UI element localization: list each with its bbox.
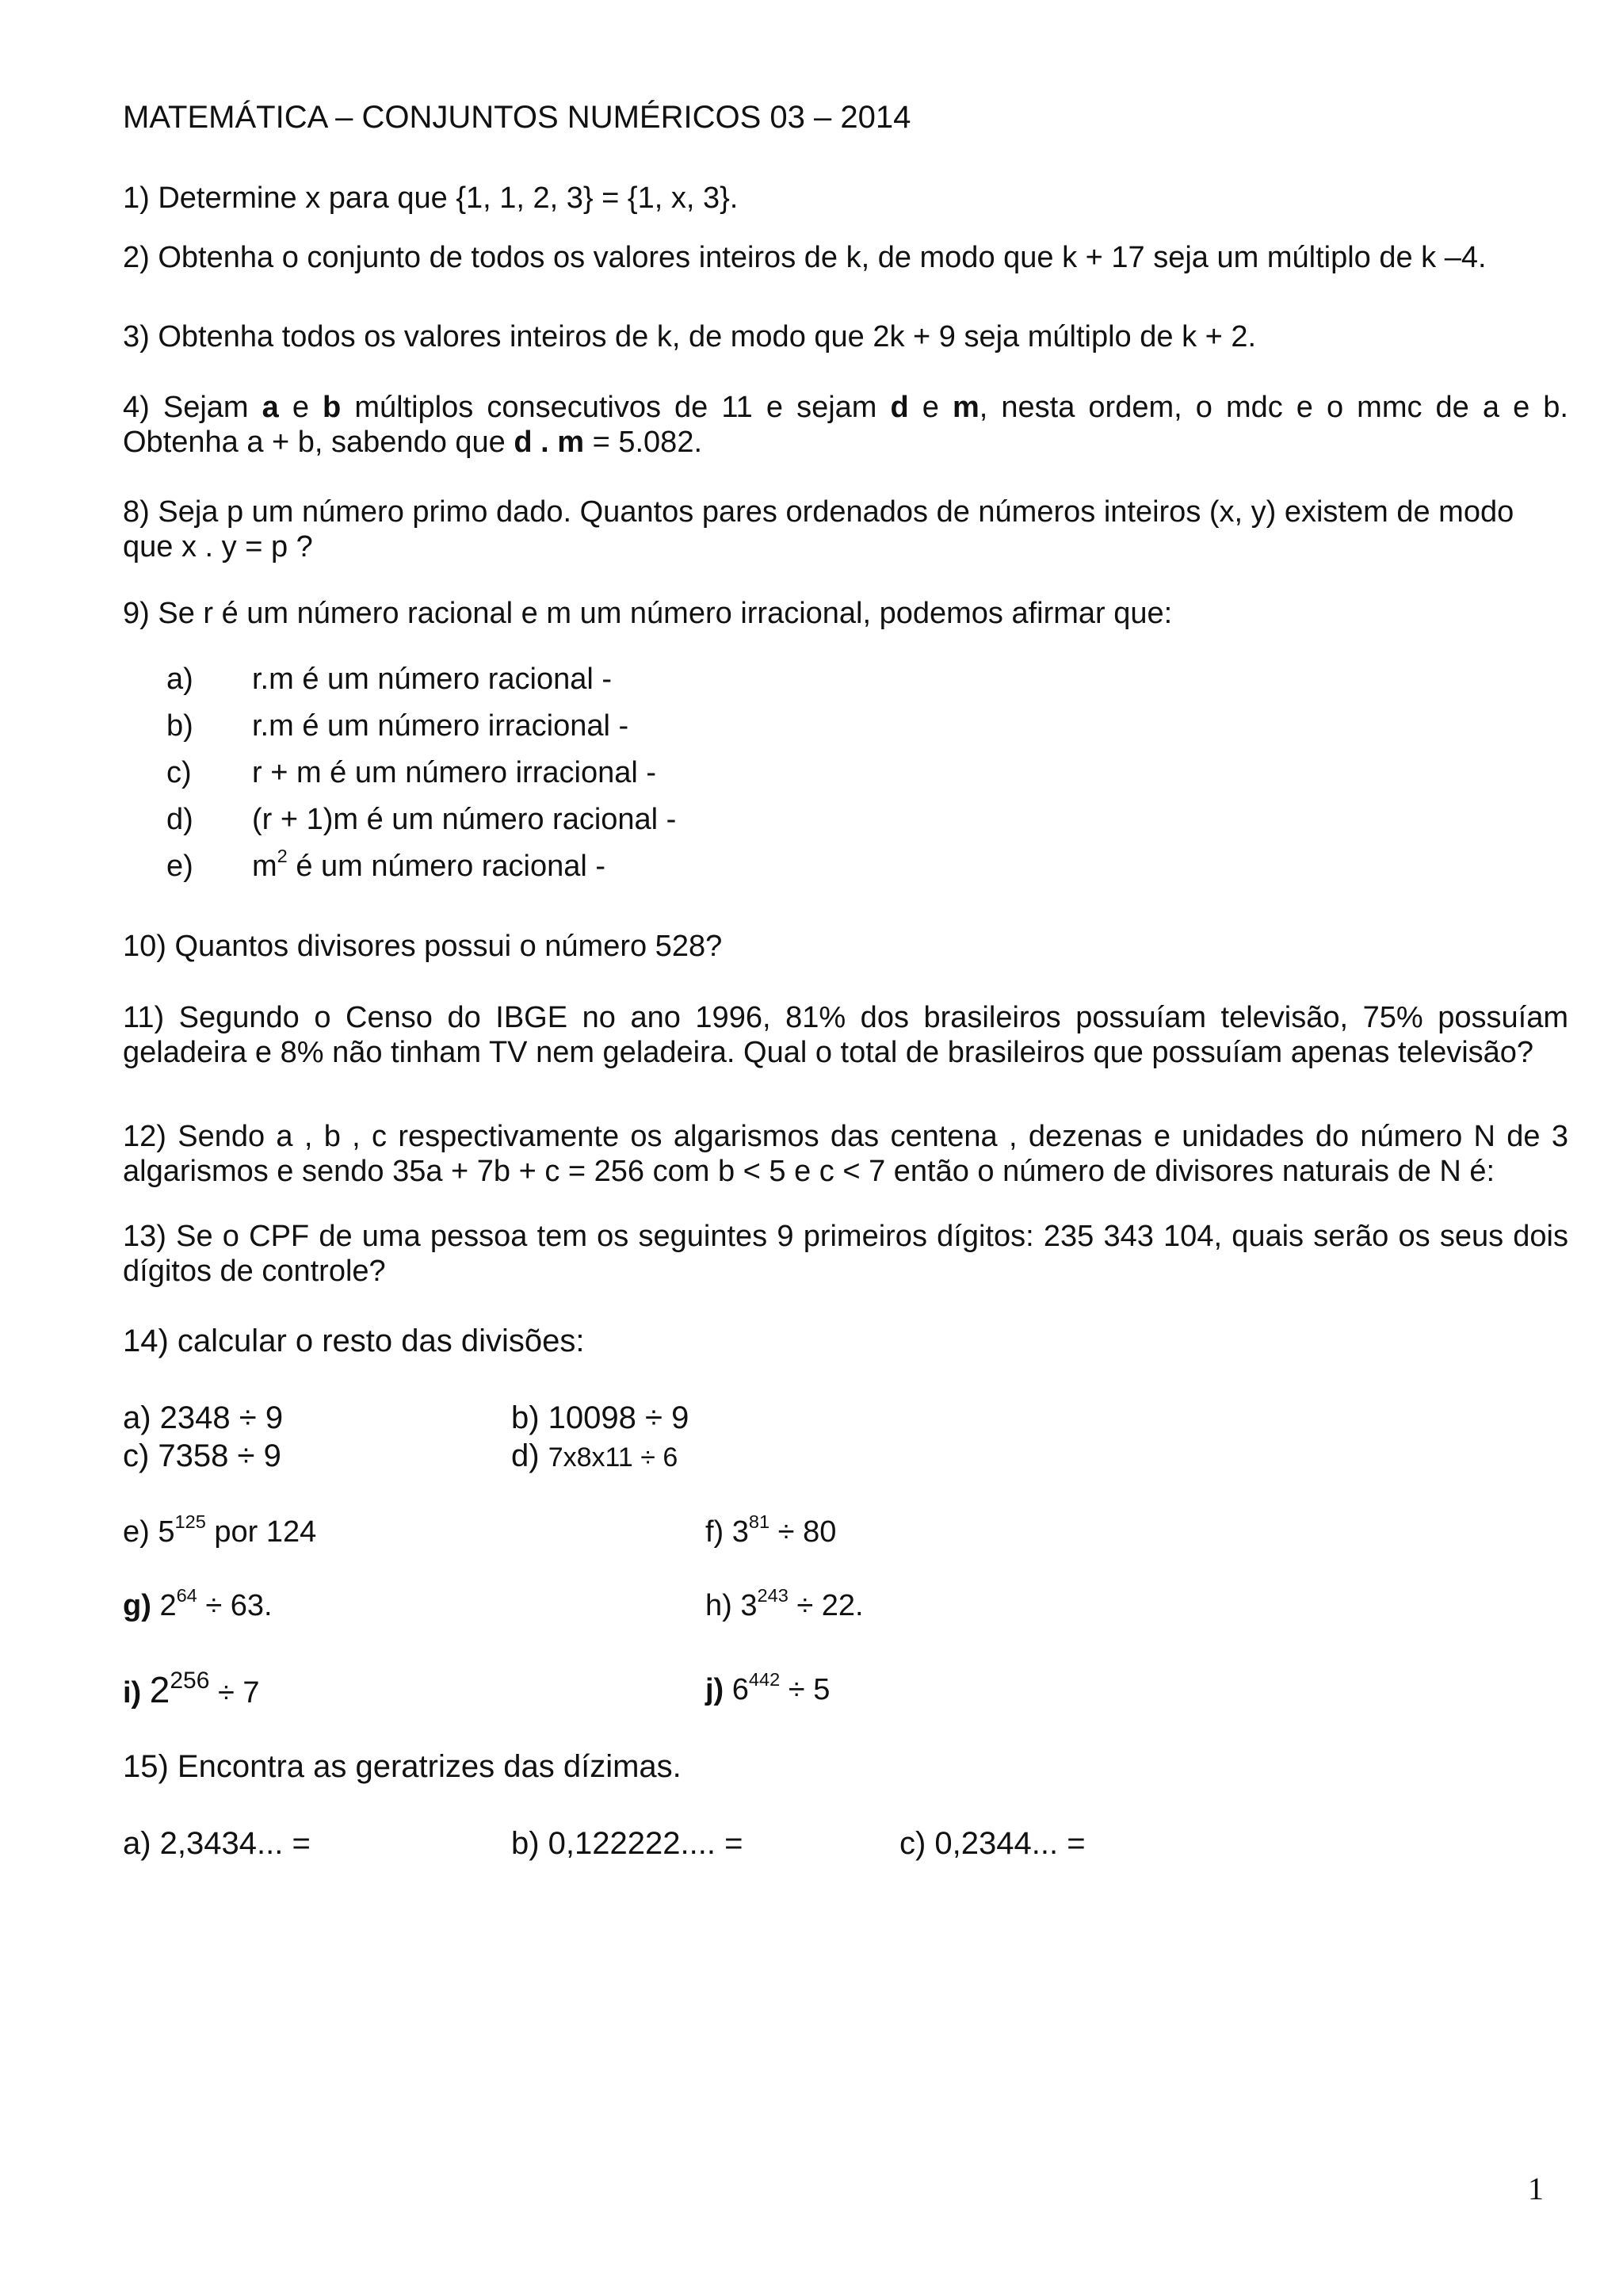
q15-item-a: a) 2,3434... = bbox=[123, 1826, 311, 1861]
option-letter-b: b) bbox=[166, 709, 193, 743]
option-text-b: r.m é um número irracional - bbox=[252, 709, 629, 743]
q15-item-b: b) 0,122222.... = bbox=[511, 1826, 743, 1861]
question-12-line-2: algarismos e sendo 35a + 7b + c = 256 com b < 5 e c < 7 então o número de divisores naturais de N é: bbox=[123, 1155, 1495, 1188]
q14-item-j: j) $6^{442} \div 5$ bbox=[705, 1668, 831, 1706]
question-8-line-1: 8) Seja p um número primo dado. Quantos pares ordenados de números inteiros (x, y) existem de modo bbox=[123, 495, 1514, 529]
question-10: 10) Quantos divisores possui o número 528? bbox=[123, 930, 723, 963]
option-letter-a: a) bbox=[166, 663, 193, 696]
question-4-line-1: 4) Sejam a e b múltiplos consecutivos de 11 e sejam d e m, nesta ordem, o mdc e o mmc de a e b. bbox=[123, 391, 1568, 424]
option-text-a: r.m é um número racional - bbox=[252, 663, 613, 696]
question-2: 2) Obtenha o conjunto de todos os valores inteiros de k, de modo que k + 17 seja um múltiplo de k –4. bbox=[123, 241, 1487, 274]
q14-item-e: e) $5^{125}$ por 124 bbox=[123, 1511, 317, 1549]
question-4-line-2: Obtenha a + b, sabendo que d . m = 5.082. bbox=[123, 426, 703, 459]
option-text-c: r + m é um número irracional - bbox=[252, 756, 656, 789]
q14-item-i: i) $2^{256} \div 7$ bbox=[123, 1667, 260, 1710]
question-13-line-2: dígitos de controle? bbox=[123, 1255, 386, 1288]
page-title: MATEMÁTICA – CONJUNTOS NUMÉRICOS 03 – 2014 bbox=[123, 100, 911, 135]
q14-item-c: c) 7358 ÷ 9 bbox=[123, 1438, 281, 1473]
question-13-line-1: 13) Se o CPF de uma pessoa tem os seguintes 9 primeiros dígitos: 235 343 104, quais serão os seus dois bbox=[123, 1220, 1568, 1253]
question-8-line-2: que x . y = p ? bbox=[123, 530, 313, 563]
option-letter-d: d) bbox=[166, 803, 193, 836]
q14-item-h: h) $3^{243} \div 22$. bbox=[705, 1584, 864, 1622]
var-a: a bbox=[262, 391, 279, 424]
q14-item-g: g) $2^{64} \div 63$. bbox=[123, 1584, 273, 1622]
option-letter-e: e) bbox=[166, 850, 193, 883]
q14-item-d: d) 7x8x11 ÷ 6 bbox=[511, 1438, 678, 1473]
question-11-line-2: geladeira e 8% não tinham TV nem geladeira. Qual o total de brasileiros que possuíam apenas televisão? bbox=[123, 1036, 1534, 1069]
question-14-stem: 14) calcular o resto das divisões: bbox=[123, 1324, 585, 1358]
q14-item-f: f) $3^{81} \div 80$ bbox=[705, 1511, 837, 1549]
q14-item-a: a) 2348 ÷ 9 bbox=[123, 1400, 284, 1435]
page-number: 1 bbox=[1528, 2171, 1544, 2206]
option-text-d: (r + 1)m é um número racional - bbox=[252, 803, 677, 836]
option-text-e: $m^2$ é um número racional - bbox=[252, 845, 606, 883]
option-letter-c: c) bbox=[166, 756, 192, 789]
question-15-stem: 15) Encontra as geratrizes das dízimas. bbox=[123, 1749, 682, 1784]
var-m: m bbox=[952, 391, 980, 424]
var-d: d bbox=[890, 391, 909, 424]
question-11-line-1: 11) Segundo o Censo do IBGE no ano 1996, 81% dos brasileiros possuíam televisão, 75% possuíam bbox=[123, 1001, 1568, 1034]
question-1: 1) Determine x para que {1, 1, 2, 3} = {1, x, 3}. bbox=[123, 181, 739, 215]
question-9-stem: 9) Se r é um número racional e m um número irracional, podemos afirmar que: bbox=[123, 597, 1173, 630]
q14-item-b: b) 10098 ÷ 9 bbox=[511, 1400, 689, 1435]
var-dm: d . m bbox=[514, 426, 585, 459]
q15-item-c: c) 0,2344... = bbox=[899, 1826, 1086, 1861]
var-b: b bbox=[323, 391, 342, 424]
question-12-line-1: 12) Sendo a , b , c respectivamente os algarismos das centena , dezenas e unidades do número N de 3 bbox=[123, 1120, 1568, 1153]
question-3: 3) Obtenha todos os valores inteiros de k, de modo que 2k + 9 seja múltiplo de k + 2. bbox=[123, 320, 1257, 353]
